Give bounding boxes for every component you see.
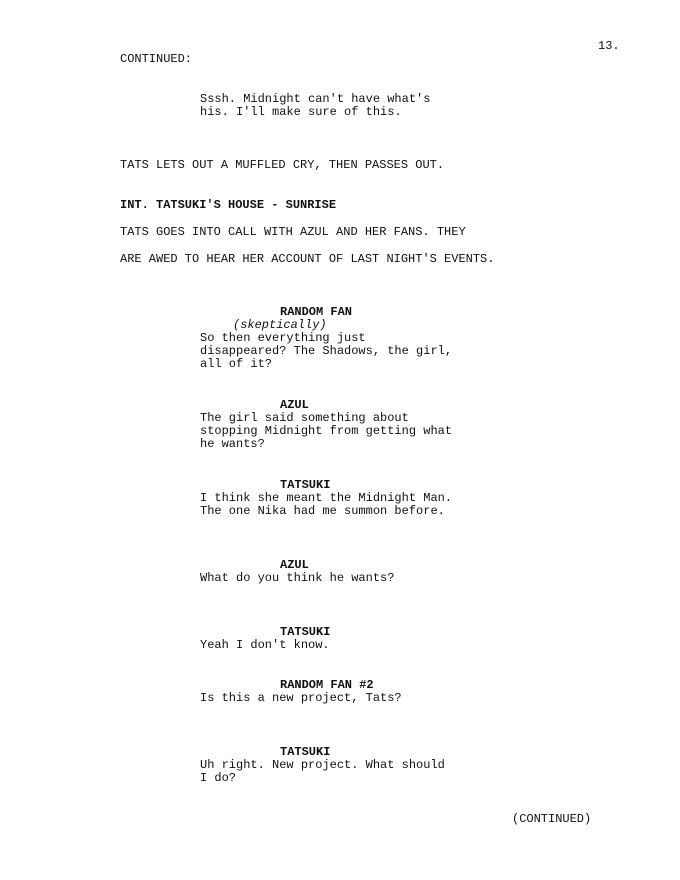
dialogue-line: I think she meant the Midnight Man. (200, 491, 453, 505)
dialogue-line: Is this a new project, Tats? (200, 691, 402, 705)
character-name: RANDOM FAN (280, 305, 353, 319)
character-name: TATSUKI (280, 625, 331, 639)
continued-footer: (CONTINUED) (512, 812, 592, 826)
dialogue-line: Sssh. Midnight can't have what's (200, 92, 431, 106)
dialogue-line: What do you think he wants? (200, 571, 395, 585)
character-name: RANDOM FAN #2 (280, 678, 374, 692)
action-line: TATS LETS OUT A MUFFLED CRY, THEN PASSES OUT. (120, 158, 445, 172)
dialogue-line: stopping Midnight from getting what (200, 424, 453, 438)
character-name: AZUL (280, 398, 309, 412)
dialogue-line: Yeah I don't know. (200, 638, 330, 652)
dialogue-line: all of it? (200, 357, 273, 371)
dialogue-line: So then everything just (200, 331, 366, 345)
character-name: TATSUKI (280, 478, 331, 492)
dialogue-line: The girl said something about (200, 411, 409, 425)
continued-header: CONTINUED: (120, 52, 193, 66)
parenthetical: (skeptically) (233, 318, 327, 332)
page-number: 13. (598, 39, 620, 53)
action-line: ARE AWED TO HEAR HER ACCOUNT OF LAST NIGHT'S EVENTS. (120, 252, 495, 266)
character-name: AZUL (280, 558, 309, 572)
dialogue-line: The one Nika had me summon before. (200, 504, 445, 518)
dialogue-line: Uh right. New project. What should (200, 758, 445, 772)
dialogue-line: disappeared? The Shadows, the girl, (200, 344, 453, 358)
character-name: TATSUKI (280, 745, 331, 759)
scene-heading: INT. TATSUKI'S HOUSE - SUNRISE (120, 198, 337, 212)
dialogue-line: he wants? (200, 437, 265, 451)
action-line: TATS GOES INTO CALL WITH AZUL AND HER FANS. THEY (120, 225, 466, 239)
dialogue-line: his. I'll make sure of this. (200, 105, 402, 119)
dialogue-line: I do? (200, 771, 237, 785)
